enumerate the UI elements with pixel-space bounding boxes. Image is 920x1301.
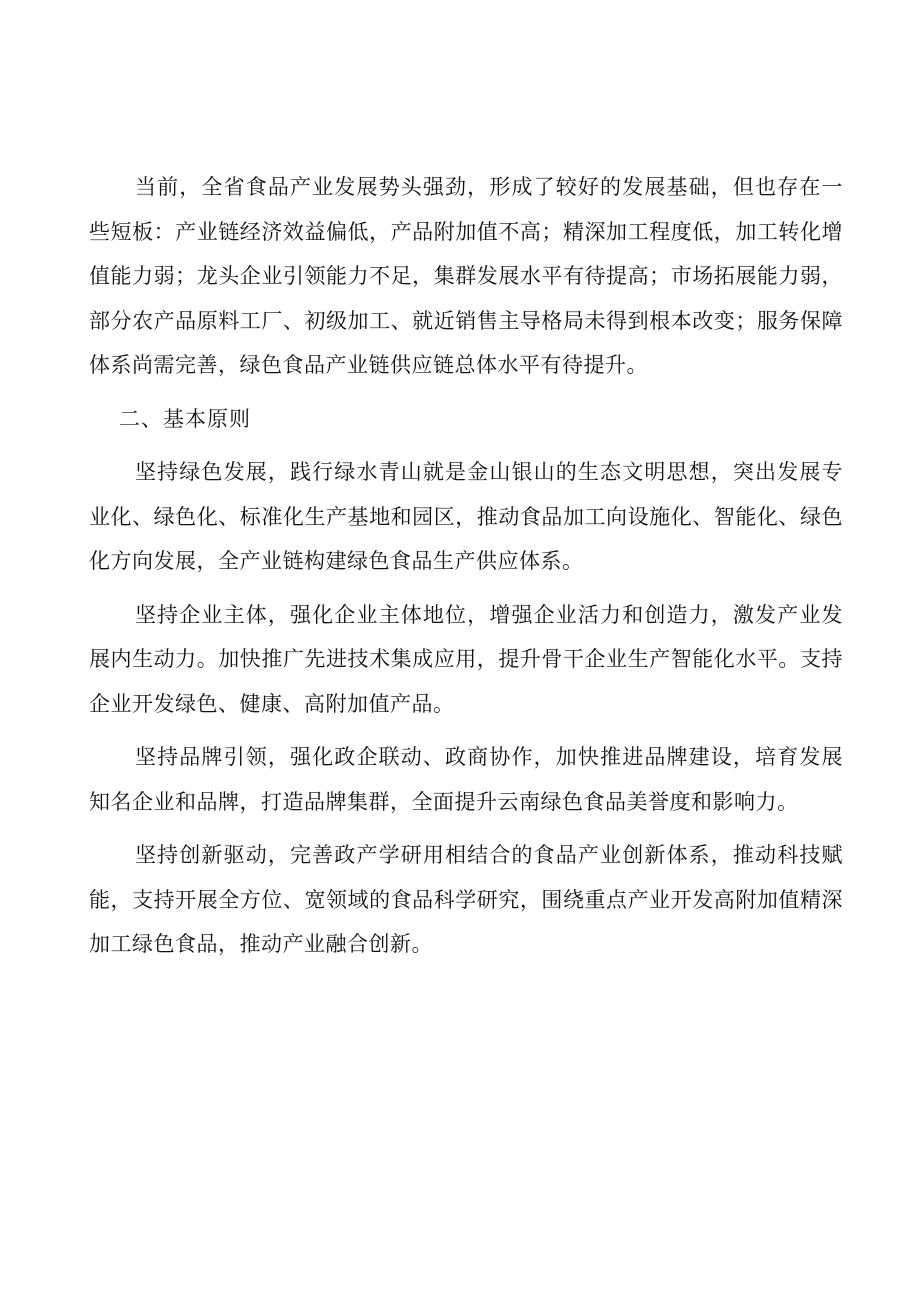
principle-innovation-driven: 坚持创新驱动，完善政产学研用相结合的食品产业创新体系，推动科技赋能，支持开展全方位、宽领域的食品科学研究，围绕重点产业开发高附加值精深加工绿色食品，推动产业融合创新。 bbox=[89, 843, 843, 956]
principle-green-development: 坚持绿色发展，践行绿水青山就是金山银山的生态文明思想，突出发展专业化、绿色化、标准化生产基地和园区，推动食品加工向设施化、智能化、绿色化方向发展，全产业链构建绿色食品生产供应体系。 bbox=[89, 460, 843, 573]
document-body bbox=[89, 165, 843, 976]
principle-enterprise-subject: 坚持企业主体，强化企业主体地位，增强企业活力和创造力，激发产业发展内生动力。加快推广先进技术集成应用，提升骨干企业生产智能化水平。支持企业开发绿色、健康、高附加值产品。 bbox=[89, 602, 843, 716]
intro-paragraph: 当前，全省食品产业发展势头强劲，形成了较好的发展基础，但也存在一些短板：产业链经济效益偏低，产品附加值不高；精深加工程度低，加工转化增值能力弱；龙头企业引领能力不足，集群发展水平有待提高；市场拓展能力弱，部分农产品原料工厂、初级加工、就近销售主导格局未得到根本改变；服务保障体系尚需完善，绿色食品产业链供应链总体水平有待提升。 bbox=[89, 175, 843, 377]
section-heading: 二、基本原则 bbox=[119, 406, 251, 431]
principle-brand-leadership: 坚持品牌引领，强化政企联动、政商协作，加快推进品牌建设，培育发展知名企业和品牌，打造品牌集群，全面提升云南绿色食品美誉度和影响力。 bbox=[89, 745, 843, 814]
